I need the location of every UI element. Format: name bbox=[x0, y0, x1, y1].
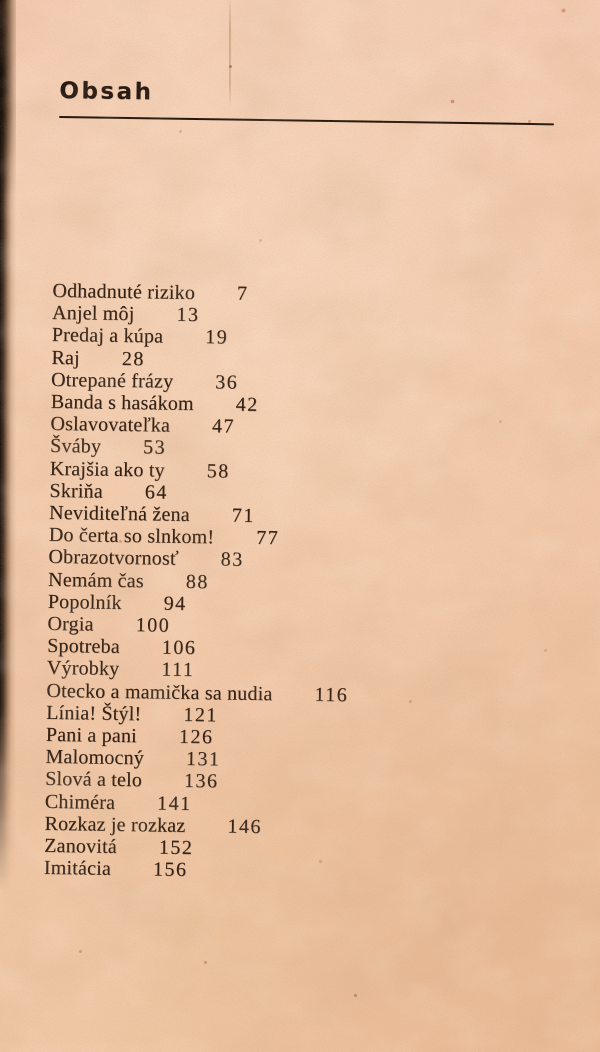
toc-entry-title: Krajšia ako ty bbox=[49, 457, 165, 482]
toc-entry-title: Malomocný bbox=[45, 746, 145, 770]
toc-entry-page: 19 bbox=[205, 326, 229, 349]
toc-entry-page: 58 bbox=[206, 459, 230, 483]
toc-entry-title: Banda s hasákom bbox=[50, 390, 194, 416]
toc-entry-page: 156 bbox=[152, 858, 188, 882]
toc-entry-title: Skriňa bbox=[49, 479, 104, 503]
toc-entry-title: Pani a pani bbox=[45, 723, 138, 748]
toc-entry-title: Výrobky bbox=[46, 657, 120, 681]
toc-entry-title: Šváby bbox=[49, 435, 102, 459]
toc-entry-title: Rozkaz je rozkaz bbox=[44, 812, 186, 837]
toc-entry-page: 77 bbox=[256, 527, 280, 550]
toc-list bbox=[44, 280, 355, 884]
toc-entry-page: 121 bbox=[183, 703, 218, 727]
toc-entry-page: 7 bbox=[236, 282, 249, 305]
toc-entry-page: 36 bbox=[215, 371, 239, 394]
toc-entry-title: Do čerta so slnkom! bbox=[48, 524, 215, 549]
toc-entry-title: Obrazotvornosť bbox=[48, 546, 179, 571]
title-rule bbox=[59, 116, 554, 125]
toc-entry-title: Slová a telo bbox=[45, 768, 143, 792]
toc-entry-page: 146 bbox=[227, 815, 263, 838]
toc-entry-title: Neviditeľná žena bbox=[48, 501, 190, 526]
toc-entry-page: 126 bbox=[178, 725, 214, 749]
toc-entry-title: Predaj a kúpa bbox=[51, 324, 164, 348]
toc-entry-page: 100 bbox=[135, 614, 171, 637]
toc-entry-page: 83 bbox=[220, 548, 244, 572]
toc-entry-page: 71 bbox=[231, 504, 255, 527]
toc-entry-title: Orgia bbox=[47, 612, 94, 636]
toc-entry-page: 106 bbox=[161, 636, 197, 660]
toc-entry-page: 64 bbox=[144, 481, 169, 504]
toc-entry-title: Raj bbox=[51, 346, 80, 369]
toc-entry-title: Oslavovateľka bbox=[50, 413, 171, 437]
toc-entry-page: 136 bbox=[183, 770, 219, 793]
toc-entry-title: Otrepané frázy bbox=[50, 368, 174, 393]
toc-entry-title: Chiméra bbox=[44, 790, 116, 814]
toc-entry-title: Anjel môj bbox=[51, 302, 135, 326]
toc-entry-title: Otecko a mamička sa nudia bbox=[46, 679, 273, 705]
toc-entry-title: Línia! Štýl! bbox=[46, 701, 142, 726]
toc-entry-page: 53 bbox=[142, 436, 167, 460]
toc-entry-title: Odhadnuté riziko bbox=[52, 279, 196, 305]
toc-entry-page: 131 bbox=[185, 748, 221, 771]
toc-entry-title: Imitácia bbox=[43, 857, 112, 881]
toc-entry-page: 42 bbox=[235, 393, 259, 416]
toc-entry-title: Nemám čas bbox=[47, 568, 144, 592]
toc-entry-page: 111 bbox=[161, 659, 195, 682]
toc-row bbox=[44, 857, 346, 884]
toc-entry-title: Popolník bbox=[47, 590, 122, 614]
toc-entry-page: 152 bbox=[158, 836, 194, 860]
toc-entry-page: 141 bbox=[156, 792, 192, 815]
toc-entry-title: Zanovitá bbox=[44, 834, 118, 859]
toc-entry-page: 28 bbox=[121, 347, 145, 370]
toc-entry-page: 116 bbox=[314, 683, 349, 706]
page-title: Obsah bbox=[59, 77, 154, 106]
toc-entry-page: 13 bbox=[176, 303, 200, 327]
toc-entry-page: 88 bbox=[185, 570, 209, 593]
toc-entry-page: 47 bbox=[211, 415, 236, 438]
toc-entry-page: 94 bbox=[163, 592, 187, 615]
toc-entry-title: Spotreba bbox=[47, 635, 121, 659]
